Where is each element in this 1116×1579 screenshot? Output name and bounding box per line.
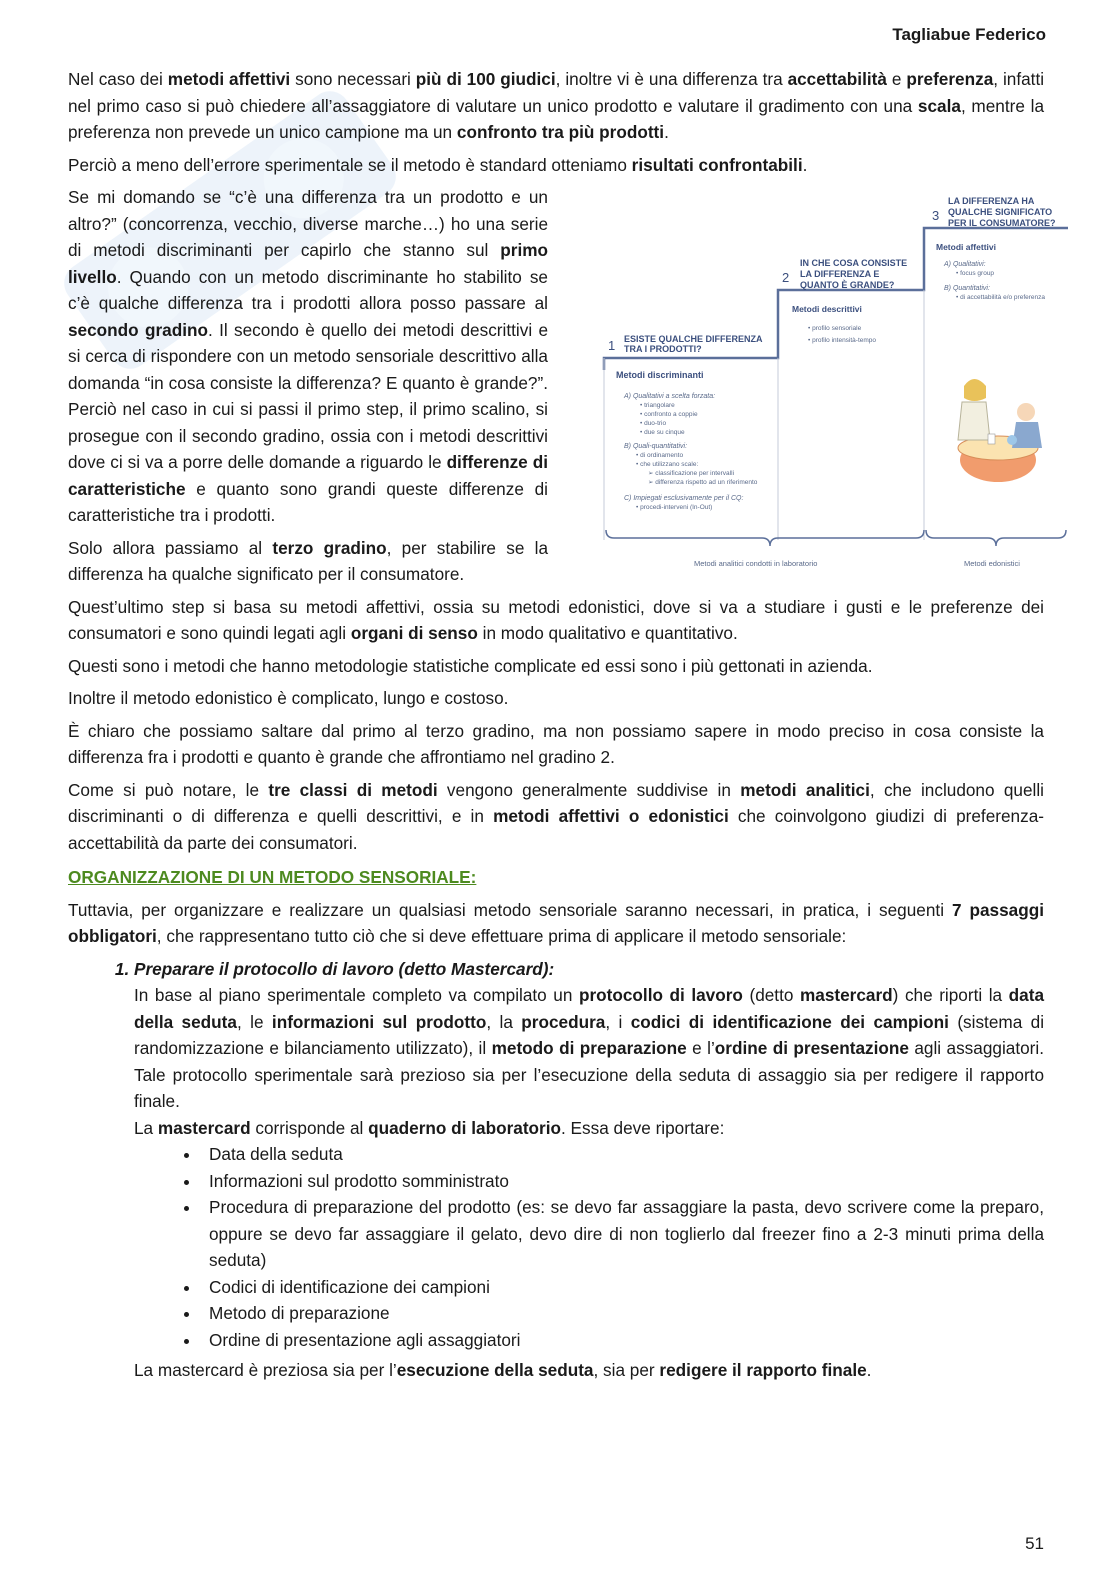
paragraph-statistical: Questi sono i metodi che hanno metodologie statistiche complicate ed essi sono i più gettonati in azienda.: [68, 655, 873, 676]
step-mastercard-intro: La mastercard corrisponde al quaderno di laboratorio. Essa deve riportare:: [134, 1117, 725, 1138]
step3-title: Metodi affettivi: [936, 242, 996, 252]
list-item: • Procedura di preparazione del prodotto (es: se devo far assaggiare la pasta, devo scrivere come la preparo, oppure se devo far assaggiare il gelato, devo dire di non toglierlo dal freezer fino a 2-3 minuti prima della seduta): [201, 1194, 1044, 1274]
paragraph-skip-step: È chiaro che possiamo saltare dal primo al terzo gradino, ma non possiamo sapere in modo preciso in cosa consiste la differenza fra i prodotti e quanto è grande che affrontiamo nel gradino 2.: [68, 720, 1044, 767]
text-with-figure: [68, 184, 1056, 588]
step3-a-item: • focus group: [956, 270, 995, 277]
step1-b-item: ➢ differenza rispetto ad un riferimento: [648, 479, 758, 486]
list-item: • Ordine di presentazione agli assaggiatori: [201, 1327, 1044, 1354]
step3-b-label: B) Quantitativi:: [944, 285, 990, 292]
step2-question-line1: IN CHE COSA CONSISTE: [800, 258, 908, 268]
list-item: • Metodo di preparazione: [201, 1300, 1044, 1327]
step1-c-item: • procedi-interveni (In-Out): [636, 504, 713, 511]
list-item: • Informazioni sul prodotto somministrato: [201, 1168, 1044, 1195]
author-name: Tagliabue Federico: [892, 25, 1046, 44]
paragraph-comparable-results: Perciò a meno dell’errore sperimentale se il metodo è standard otteniamo risultati confrontabili.: [68, 154, 808, 175]
section-heading: ORGANIZZAZIONE DI UN METODO SENSORIALE:: [68, 867, 477, 887]
steps-list: [68, 956, 1044, 1384]
step3-question-line1: LA DIFFERENZA HA: [948, 196, 1035, 206]
bracket-hedonic-label: Metodi edonistici: [964, 559, 1020, 568]
step3-b-item: • di accettabilità e/o preferenza: [956, 294, 1045, 301]
step2-question-line3: QUANTO È GRANDE?: [800, 280, 895, 290]
page-content: [68, 66, 1056, 1390]
step1-b-item: ➢ classificazione per intervalli: [648, 470, 735, 477]
paragraph-affective-methods: Nel caso dei metodi affettivi sono necessari più di 100 giudici, inoltre vi è una differenza tra accettabilità e preferenza, infatti nel primo caso si può chiedere all’assaggiatore di valutare un unico prodotto e valutare il gradimento con una scala, mentre la preferenza non prevede un unico campione ma un confronto tra più prodotti.: [68, 69, 1045, 142]
step1-question-line2: TRA I PRODOTTI?: [624, 344, 702, 354]
step2-question-line2: LA DIFFERENZA E: [800, 269, 880, 279]
list-item: • Codici di identificazione dei campioni: [201, 1274, 1044, 1301]
step-title: Preparare il protocollo di lavoro (detto Mastercard):: [134, 958, 555, 979]
step1-a-label: A) Qualitativi a scelta forzata:: [624, 393, 716, 400]
step3-number: 3: [932, 208, 940, 223]
step1-b-item: • di ordinamento: [636, 452, 684, 459]
step2-item: • profilo intensità-tempo: [808, 337, 877, 344]
staircase-diagram: [602, 190, 1068, 570]
step3-question-line3: PER IL CONSUMATORE?: [948, 218, 1056, 228]
step1-a-item: • triangolare: [640, 402, 675, 409]
step-item: [134, 956, 1044, 1384]
page-number: 51: [1025, 1533, 1044, 1553]
paragraph-third-step: Solo allora passiamo al terzo gradino, per stabilire se la differenza ha qualche significato per il consumatore.: [68, 537, 548, 584]
paragraph-three-steps: Se mi domando se “c’è una differenza tra un prodotto e un altro?” (concorrenza, vecchio, diverse marche…) ho una serie di metodi discriminanti per capirlo che stanno sul primo livello. Quando con un metodo discriminante ho stabilito se c’è qualche differenza tra i prodotti allora posso passare al secondo gradino. Il secondo è quello dei metodi descrittivi e si cerca di rispondere con un metodo sensoriale descrittivo alla domanda “in cosa consiste la differenza? E quanto è grande?”. Perciò nel caso in cui si passi il primo step, il primo scalino, si prosegue con il secondo gradino, ossia con i metodi descrittivi dove ci si va a porre delle domande a riguardo le differenze di caratteristiche e quanto sono grandi queste differenze di caratteristiche tra i prodotti.: [68, 187, 549, 525]
paragraph-seven-steps: Tuttavia, per organizzare e realizzare un qualsiasi metodo sensoriale saranno necessari, in pratica, i seguenti 7 passaggi obbligatori, che rappresentano tutto ciò che si deve effettuare prima di applicare il metodo sensoriale:: [68, 899, 1044, 946]
step1-a-item: • confronto a coppie: [640, 411, 698, 418]
consumer-tasting-illustration: [958, 379, 1042, 482]
bracket-analytic-label: Metodi analitici condotti in laboratorio: [694, 559, 818, 568]
step2-number: 2: [782, 270, 790, 285]
step1-question-line1: ESISTE QUALCHE DIFFERENZA: [624, 334, 763, 344]
step1-a-item: • duo-trio: [640, 420, 667, 427]
step-description: In base al piano sperimentale completo va compilato un protocollo di lavoro (detto mastercard) che riporti la data della seduta, le informazioni sul prodotto, la procedura, i codici di identificazione dei campioni (sistema di randomizzazione e bilanciamento utilizzato), il metodo di preparazione e l’ordine di presentazione agli assaggiatori. Tale protocollo sperimentale sarà prezioso sia per l’esecuzione della seduta di assaggio sia per redigere il rapporto finale.: [134, 985, 1045, 1111]
paragraph-method-classes: Come si può notare, le tre classi di metodi vengono generalmente suddivise in metodi analitici, che includono quelli discriminanti o di differenza e quelli descrittivi, e in metodi affettivi o edonistici che coinvolgono giudizi di preferenza-accettabilità da parte dei consumatori.: [68, 779, 1044, 853]
mastercard-bullet-list: [134, 1141, 1044, 1353]
step1-b-label: B) Quali-quantitativi:: [624, 443, 688, 450]
step1-c-label: C) Impiegati esclusivamente per il CQ:: [624, 495, 744, 502]
step2-item: • profilo sensoriale: [808, 325, 862, 332]
step1-a-item: • due su cinque: [640, 429, 685, 436]
list-item: • Data della seduta: [201, 1141, 1044, 1168]
step3-a-label: A) Qualitativi:: [944, 261, 986, 268]
step1-b-item: • che utilizzano scale:: [636, 461, 699, 468]
step3-question-line2: QUALCHE SIGNIFICATO: [948, 207, 1053, 217]
step2-title: Metodi descrittivi: [792, 304, 862, 314]
step1-number: 1: [608, 338, 616, 353]
paragraph-affective-step: Quest’ultimo step si basa su metodi affettivi, ossia su metodi edonistici, dove si va a studiare i gusti e le preferenze dei consumatori e sono quindi legati agli organi di senso in modo qualitativo e quantitativo.: [68, 596, 1044, 643]
bracket-hedonic: [926, 530, 1066, 546]
step-conclusion: La mastercard è preziosa sia per l’esecuzione della seduta, sia per redigere il rapporto finale.: [134, 1360, 872, 1380]
step1-title: Metodi discriminanti: [616, 370, 704, 380]
bracket-analytic: [606, 530, 924, 546]
paragraph-hedonic-cost: Inoltre il metodo edonistico è complicato, lungo e costoso.: [68, 688, 509, 708]
